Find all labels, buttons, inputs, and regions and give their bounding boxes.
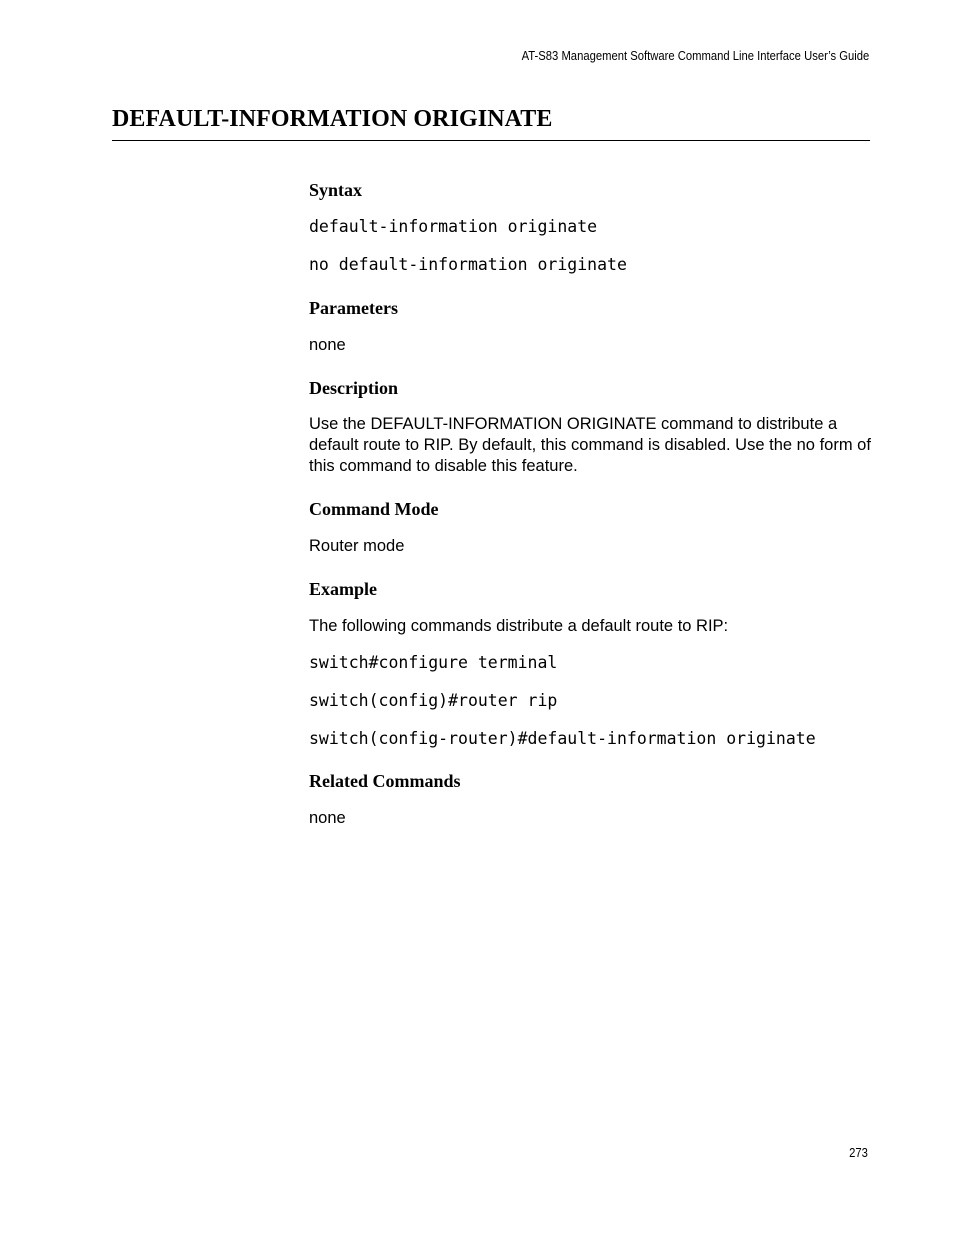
syntax-heading: Syntax [309, 180, 363, 200]
related-commands-heading: Related Commands [309, 771, 461, 791]
example-line: switch(config-router)#default-information originate [309, 729, 816, 748]
title-rule [112, 140, 870, 141]
syntax-line: no default-information originate [309, 255, 627, 274]
description-text: Use the DEFAULT-INFORMATION ORIGINATE command to distribute a default route to RIP. By default, this command is disabled. Use the no form of this command to disable this feature. [309, 415, 871, 475]
syntax-line: default-information originate [309, 217, 598, 236]
description-heading: Description [309, 378, 398, 398]
example-heading: Example [309, 579, 378, 599]
parameters-heading: Parameters [309, 298, 398, 318]
example-line: switch#configure terminal [309, 653, 558, 672]
running-header: AT-S83 Management Software Command Line Interface User’s Guide [521, 49, 869, 63]
example-line: switch(config)#router rip [309, 691, 558, 710]
page-title: DEFAULT-INFORMATION ORIGINATE [112, 106, 553, 132]
example-intro: The following commands distribute a default route to RIP: [309, 617, 729, 635]
parameters-text: none [309, 336, 346, 354]
related-commands-text: none [309, 809, 346, 827]
command-content [309, 178, 874, 829]
command-mode-text: Router mode [309, 537, 405, 555]
command-mode-heading: Command Mode [309, 499, 439, 519]
page-number: 273 [849, 1146, 868, 1160]
